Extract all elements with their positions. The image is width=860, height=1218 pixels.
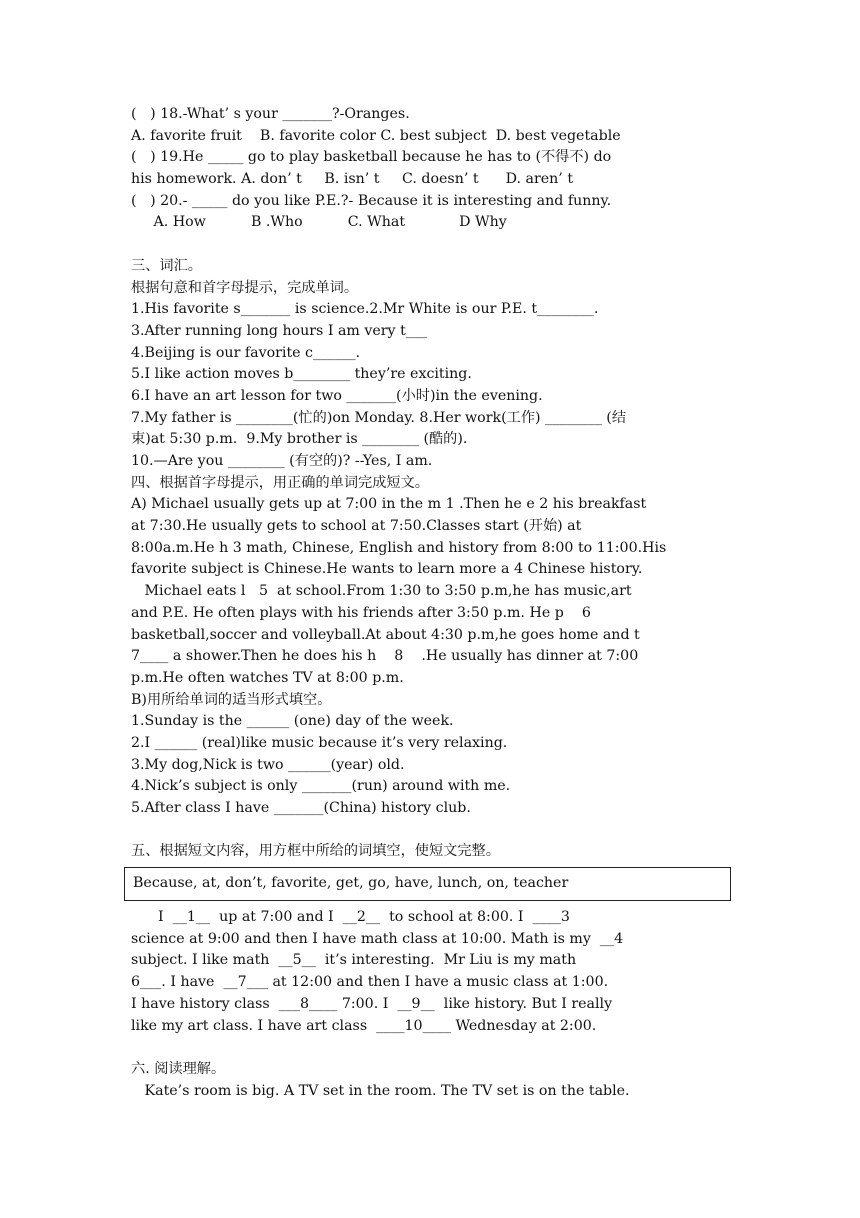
- cloze-line-5: I have history class ___8____ 7:00. I __9__ like history. But I really: [131, 995, 613, 1012]
- vocab-line-5: 6.I have an art lesson for two _______(小时)in the evening.: [131, 387, 543, 404]
- section3-title: 三、词汇。: [131, 257, 202, 274]
- section5-title: 五、根据短文内容，用方框中所给的词填空，使短文完整。: [131, 843, 500, 860]
- vocab-line-1: 1.His favorite s_______ is science.2.Mr White is our P.E. t________.: [131, 301, 599, 318]
- passage-a-line-2: at 7:30.He usually gets to school at 7:50.Classes start (开始) at: [131, 518, 582, 535]
- passage-a-line-1: A) Michael usually gets up at 7:00 in the m 1 .Then he e 2 his breakfast: [131, 496, 647, 513]
- passage-a-line-3: 8:00a.m.He h 3 math, Chinese, English and history from 8:00 to 11:00.His: [131, 539, 667, 556]
- part-b-line-2: 2.I ______ (real)like music because it’s very relaxing.: [131, 734, 508, 751]
- vocab-line-2: 3.After running long hours I am very t___: [131, 322, 428, 339]
- cloze-line-3: subject. I like math __5__ it’s interesting. Mr Liu is my math: [131, 952, 577, 969]
- part-b-line-1: 1.Sunday is the ______ (one) day of the week.: [131, 713, 454, 730]
- passage-a-line-9: p.m.He often watches TV at 8:00 p.m.: [131, 669, 404, 686]
- q18-line: ( ) 18.-What’ s your _______?-Oranges.: [131, 106, 410, 122]
- q19-line: ( ) 19.He _____ go to play basketball because he has to (不得不) do: [131, 149, 612, 166]
- reading-line-1: Kate’s room is big. A TV set in the room. The TV set is on the table.: [131, 1082, 630, 1099]
- vocab-line-6: 7.My father is ________(忙的)on Monday. 8.Her work(工作) ________ (结: [131, 409, 627, 426]
- cloze-line-6: like my art class. I have art class ____10____ Wednesday at 2:00.: [131, 1017, 597, 1034]
- passage-a-line-6: and P.E. He often plays with his friends after 3:50 p.m. He p 6: [131, 604, 591, 621]
- q19-options: his homework. A. don’ t B. isn’ t C. doesn’ t D. aren’ t: [131, 171, 574, 188]
- part-b-title: B)用所给单词的适当形式填空。: [131, 691, 332, 708]
- cloze-line-2: science at 9:00 and then I have math class at 10:00. Math is my __4: [131, 930, 624, 947]
- passage-a-line-7: basketball,soccer and volleyball.At about 4:30 p.m,he goes home and t: [131, 626, 640, 643]
- vocab-line-4: 5.I like action moves b________ they’re exciting.: [131, 366, 472, 383]
- passage-a-line-5: Michael eats l 5 at school.From 1:30 to 3:50 p.m,he has music,art: [131, 583, 632, 600]
- q18-options: A. favorite fruit B. favorite color C. best subject D. best vegetable: [131, 127, 621, 144]
- part-b-line-4: 4.Nick’s subject is only _______(run) around with me.: [131, 778, 511, 795]
- word-box: Because, at, don’t, favorite, get, go, have, lunch, on, teacher: [124, 867, 731, 901]
- vocab-line-7: 束)at 5:30 p.m. 9.My brother is ________ (酷的).: [131, 431, 468, 448]
- part-b-line-3: 3.My dog,Nick is two ______(year) old.: [131, 756, 405, 773]
- part-b-line-5: 5.After class I have _______(China) history club.: [131, 800, 471, 816]
- q20-options: A. How B .Who C. What D Why: [131, 214, 507, 231]
- passage-a-line-8: 7____ a shower.Then he does his h 8 .He usually has dinner at 7:00: [131, 648, 639, 665]
- section6-title: 六. 阅读理解。: [131, 1060, 226, 1077]
- cloze-line-1: I __1__ up at 7:00 and I __2__ to school at 8:00. I ____3: [131, 909, 570, 926]
- vocab-line-8: 10.—Are you ________ (有空的)? --Yes, I am.: [131, 453, 433, 469]
- q20-line: ( ) 20.- _____ do you like P.E.?- Because it is interesting and funny.: [131, 192, 612, 209]
- cloze-line-4: 6___. I have __7___ at 12:00 and then I have a music class at 1:00.: [131, 974, 609, 991]
- section3-instructions: 根据句意和首字母提示，完成单词。: [131, 279, 359, 296]
- vocab-line-3: 4.Beijing is our favorite c______.: [131, 344, 361, 361]
- worksheet-page: [131, 104, 731, 1102]
- section4-title: 四、根据首字母提示，用正确的单词完成短文。: [131, 474, 429, 491]
- passage-a-line-4: favorite subject is Chinese.He wants to learn more a 4 Chinese history.: [131, 561, 643, 578]
